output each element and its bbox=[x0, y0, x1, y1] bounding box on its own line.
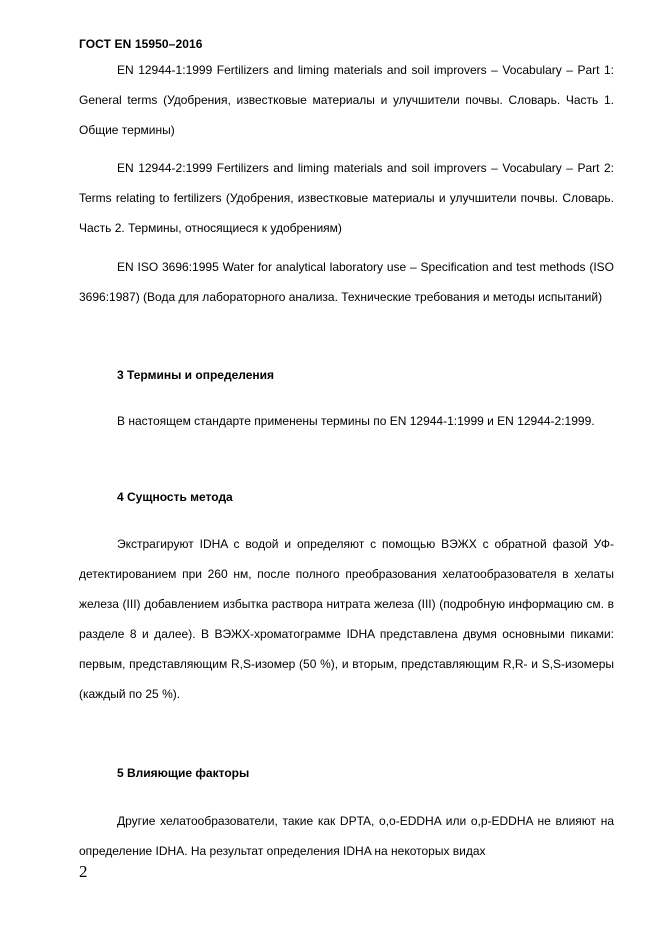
section-3-paragraph: В настоящем стандарте применены термины по EN 12944-1:1999 и EN 12944-2:1999. bbox=[117, 414, 595, 428]
reference-en-12944-2: EN 12944-2:1999 Fertilizers and liming materials and soil improvers – Vocabulary – Part 2: Terms relating to fertilizers (Удобрения, известковые материалы и улучшители почвы. Словарь. Часть 2. Термины, относящиеся к удобрениям) bbox=[79, 161, 614, 235]
section-4-paragraph: Экстрагируют IDHA с водой и определяют с помощью ВЭЖХ с обратной фазой УФ-детектированием при 260 нм, после полного преобразования хелатообразователя в хелаты железа (III) добавлением избытка раствора нитрата железа (III) (подробную информацию см. в разделе 8 и далее). В ВЭЖХ-хроматограмме IDHA представлена двумя основными пиками: первым, представляющим R,S-изомер (50 %), и вторым, представляющим R,R- и S,S-изомеры (каждый по 25 %). bbox=[79, 537, 614, 701]
reference-en-iso-3696: EN ISO 3696:1995 Water for analytical laboratory use – Specification and test methods (ISO 3696:1987) (Вода для лабораторного анализа. Технические требования и методы испытаний) bbox=[79, 260, 614, 304]
document-header: ГОСТ EN 15950–2016 bbox=[79, 37, 203, 51]
reference-en-12944-1: EN 12944-1:1999 Fertilizers and liming materials and soil improvers – Vocabulary – Part 1: General terms (Удобрения, известковые материалы и улучшители почвы. Словарь. Часть 1. Общие термины) bbox=[79, 63, 614, 137]
section-4-heading: 4 Сущность метода bbox=[117, 490, 233, 504]
section-5-heading: 5 Влияющие факторы bbox=[117, 766, 250, 780]
page-number: 2 bbox=[79, 862, 88, 881]
section-3-heading: 3 Термины и определения bbox=[117, 368, 275, 382]
section-5-paragraph: Другие хелатообразователи, такие как DPTA, o,o-EDDHA или o,p-EDDHA не влияют на определение IDHA. На результат определения IDHA на некоторых видах bbox=[79, 814, 614, 858]
